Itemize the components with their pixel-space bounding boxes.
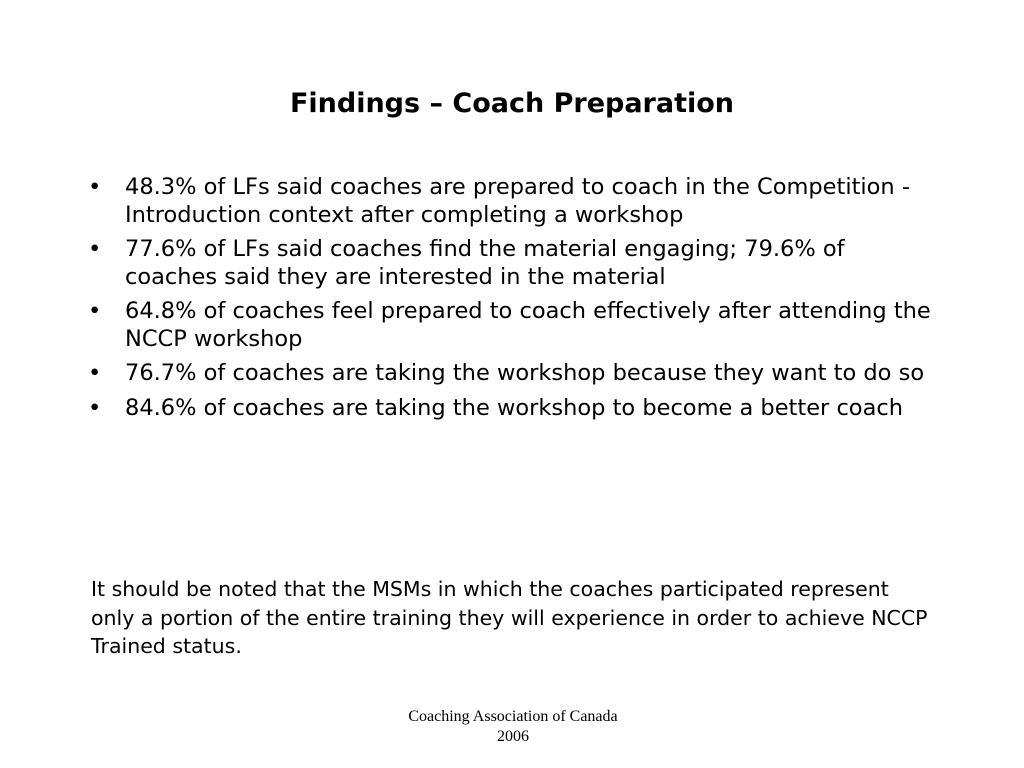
bullet-item: [88, 298, 938, 353]
bullet-item: [88, 236, 938, 291]
bullet-text: 77.6% of LFs said coaches find the material engaging; 79.6% of coaches said they are interested in the material: [125, 236, 845, 290]
footer: [0, 707, 1024, 747]
footer-year: 2006: [497, 728, 529, 745]
bullet-dot: •: [88, 236, 102, 262]
findings-bullet-list: [88, 174, 938, 429]
bullet-item: [88, 360, 938, 388]
bullet-text: 48.3% of LFs said coaches are prepared to coach in the Competition - Introduction context after completing a workshop: [125, 174, 910, 228]
bullet-text: 84.6% of coaches are taking the workshop to become a better coach: [125, 394, 903, 421]
bullet-item: [88, 395, 938, 423]
footer-organization: Coaching Association of Canada: [408, 708, 618, 725]
bullet-dot: •: [88, 174, 102, 200]
bullet-dot: •: [88, 394, 102, 421]
bullet-dot: •: [88, 298, 102, 324]
bullet-dot: •: [88, 360, 102, 386]
slide-title: Findings – Coach Preparation: [289, 88, 735, 119]
bullet-text: 64.8% of coaches feel prepared to coach effectively after attending the NCCP workshop: [125, 298, 931, 352]
note-paragraph: It should be noted that the MSMs in which the coaches participated represent only a portion of the entire training they will experience in order to achieve NCCP Trained status.: [91, 577, 928, 658]
bullet-item: [88, 174, 938, 229]
bullet-text: 76.7% of coaches are taking the workshop because they want to do so: [125, 360, 925, 386]
